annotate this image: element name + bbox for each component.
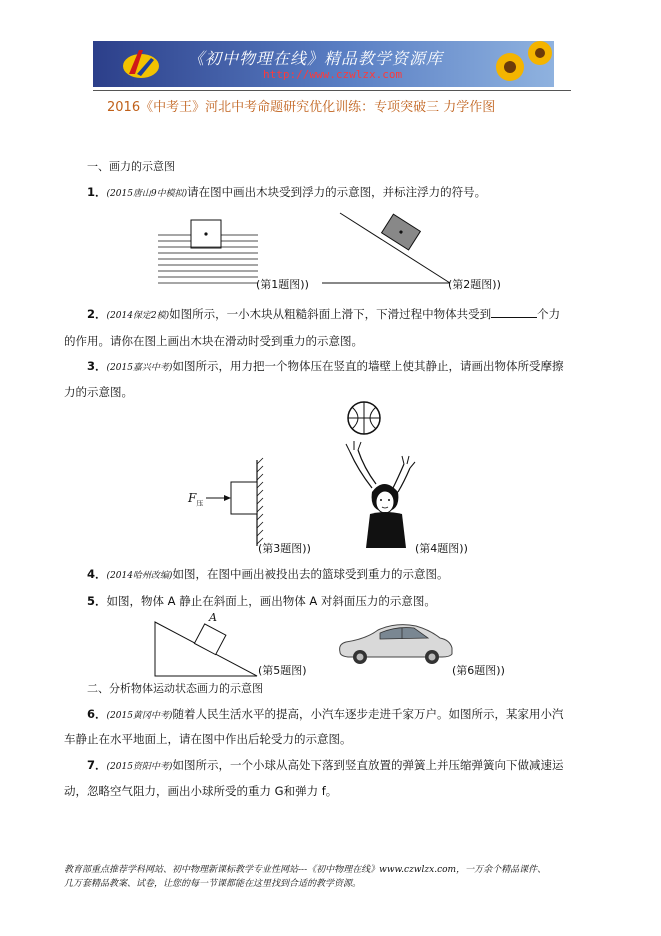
section-heading-2: 二、分析物体运动状态画力的示意图	[87, 682, 263, 695]
question-6-line-2: 车静止在水平地面上，请在图中作出后轮受力的示意图。	[64, 732, 352, 746]
logo-icon	[121, 44, 161, 84]
caption-fig-2: (第2题图))	[448, 278, 501, 291]
question-4	[87, 566, 448, 584]
caption-fig-5: (第5题图)	[258, 664, 307, 677]
question-number: 4．	[87, 567, 107, 581]
block-center-dot	[204, 232, 207, 235]
question-7	[87, 757, 563, 775]
figure-4-basketball-thrower	[344, 398, 424, 548]
question-text: 如图所示，一小木块从粗糙斜面上滑下，下滑过程中物体共受到	[169, 307, 492, 321]
question-number: 2．	[87, 307, 107, 321]
question-source: (2015资阳中考)	[106, 762, 173, 772]
question-3-line-2: 力的示意图。	[64, 385, 133, 399]
question-text: 如图，在图中画出被投出去的篮球受到重力的示意图。	[172, 567, 449, 581]
header-rule	[93, 90, 571, 91]
footer-line-1: 教育部重点推荐学科网站、初中物理新课标教学专业性网站---《初中物理在线》www.czwlzx.com，一万余个精品课件、	[64, 865, 547, 875]
banner-url[interactable]: http://www.czwlzx.com	[263, 68, 403, 81]
question-number: 6．	[87, 707, 107, 721]
question-source: (2015唐山9中模拟)	[106, 189, 188, 199]
figure-1-floating-block	[158, 218, 258, 288]
question-text: 如图所示，一个小球从高处下落到竖直放置的弹簧上并压缩弹簧向下做减速运	[172, 758, 564, 772]
caption-fig-6: (第6题图))	[452, 664, 505, 677]
question-3	[87, 358, 563, 376]
caption-fig-4: (第4题图))	[415, 542, 468, 555]
question-text: 个力	[537, 307, 561, 321]
question-source: (2014保定2模)	[106, 311, 170, 321]
question-2-line-2: 的作用。请你在图上画出木块在滑动时受到重力的示意图。	[64, 334, 363, 348]
figure-5-incline-block-a	[153, 616, 263, 678]
question-text: 随着人民生活水平的提高，小汽车逐步走进千家万户。如图所示，某家用小汽	[172, 707, 564, 721]
caption-fig-1: (第1题图))	[256, 278, 309, 291]
answer-blank[interactable]	[491, 307, 537, 318]
question-number: 5．	[87, 594, 107, 608]
question-7-line-2: 动，忽略空气阻力，画出小球所受的重力 G和弹力 f。	[64, 784, 338, 798]
section-heading-1: 一、画力的示意图	[87, 160, 175, 173]
question-source: (2015黄冈中考)	[106, 711, 173, 721]
question-number: 7．	[87, 758, 107, 772]
footer-line-2: 几万套精品教案、试卷，让您的每一节课都能在这里找到合适的教学资源。	[64, 879, 362, 889]
question-number: 1．	[87, 185, 107, 199]
footer-note	[64, 863, 604, 891]
document-title: 2016《中考王》河北中考命题研究优化训练：专项突破三 力学作图	[107, 100, 496, 115]
question-6	[87, 706, 563, 724]
sunflower-icon	[488, 41, 554, 87]
question-1	[87, 184, 486, 202]
figure-2-incline-block	[322, 213, 452, 285]
force-label-f: $F_压$	[188, 491, 204, 508]
question-number: 3．	[87, 359, 107, 373]
question-2	[87, 306, 560, 324]
question-5	[87, 593, 436, 609]
question-text: 请在图中画出木块受到浮力的示意图，并标注浮力的符号。	[187, 185, 487, 199]
banner-title: 《初中物理在线》精品教学资源库	[188, 49, 444, 68]
site-banner	[93, 41, 554, 87]
question-source: (2014哈州改编)	[106, 571, 173, 581]
question-text: 如图，物体 A 静止在斜面上，画出物体 A 对斜面压力的示意图。	[106, 594, 436, 608]
figure-6-car	[336, 622, 454, 666]
question-source: (2015嘉兴中考)	[106, 363, 173, 373]
question-text: 如图所示，用力把一个物体压在竖直的墙壁上使其静止，请画出物体所受摩擦	[172, 359, 564, 373]
caption-fig-3: (第3题图))	[258, 542, 311, 555]
block-label-a: A	[209, 611, 217, 624]
